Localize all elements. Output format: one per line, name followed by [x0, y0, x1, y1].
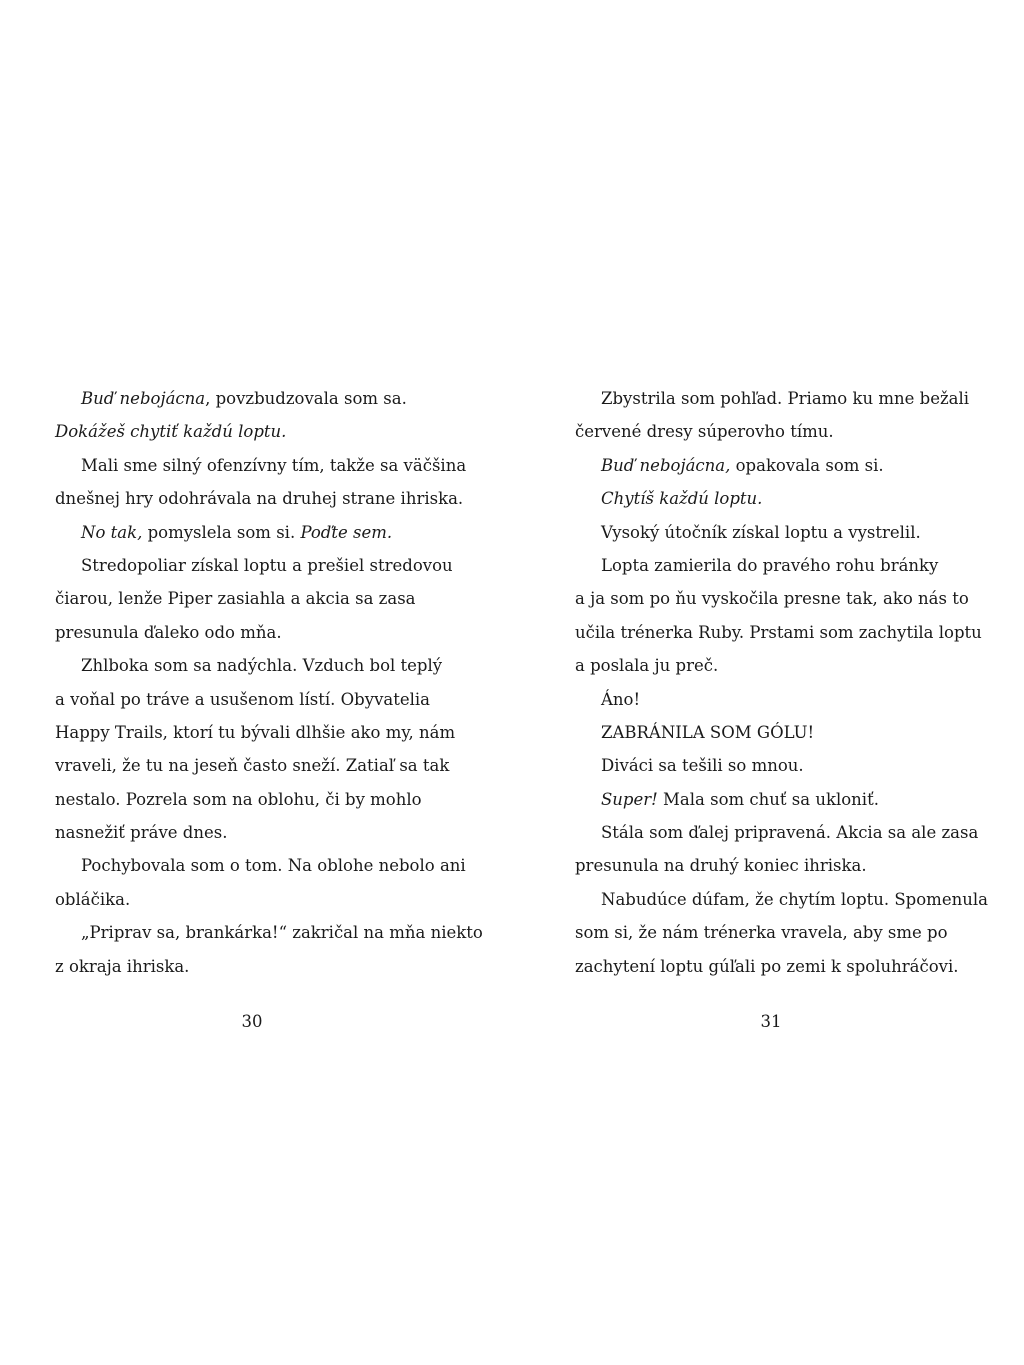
text-segment: Happy Trails, ktorí tu bývali dlhšie ako my, nám [55, 722, 456, 742]
text-line [575, 415, 975, 448]
text-line [575, 816, 979, 849]
italic-text: Buď nebojácna [81, 389, 206, 408]
text-segment: učila trénerka Ruby. Prstami som zachytila loptu [575, 622, 982, 642]
text-line [575, 683, 975, 716]
text-line [575, 582, 975, 615]
text-segment: Stredopoliar získal loptu a prešiel stredovou [81, 555, 453, 575]
text-line [55, 749, 455, 782]
text-segment: nestalo. Pozrela som na oblohu, či by mohlo [55, 789, 422, 809]
text-segment: dnešnej hry odohrávala na druhej strane ihriska. [55, 489, 464, 509]
text-line [575, 916, 975, 949]
text-segment: presunula ďaleko odo mňa. [55, 622, 282, 642]
text-line [55, 415, 455, 448]
text-segment: Mali sme silný ofenzívny tím, takže sa väčšina [81, 455, 467, 475]
text-line [55, 783, 455, 816]
text-line [575, 616, 982, 649]
text-segment: Lopta zamierila do pravého rohu bránky [601, 555, 939, 575]
text-line [55, 482, 464, 515]
text-line [575, 883, 988, 916]
text-segment: ZABRÁNILA SOM GÓLU! [601, 722, 815, 742]
text-line [55, 916, 483, 949]
text-segment: a voňal po tráve a usušenom lístí. Obyvatelia [55, 689, 431, 709]
text-line [55, 516, 455, 549]
text-segment: zachytení loptu gúľali po zemi k spoluhráčovi. [575, 956, 959, 976]
text-line [575, 749, 975, 782]
text-line [55, 549, 455, 582]
italic-text: Chytíš každú loptu. [601, 489, 763, 509]
text-segment: Vysoký útočník získal loptu a vystrelil. [601, 522, 921, 542]
text-segment: nasnežiť práve dnes. [55, 823, 228, 843]
text-line [575, 482, 975, 515]
text-segment: „Priprav sa, brankárka!“ zakričal na mňa niekto [81, 923, 483, 943]
italic-text: Poďte sem. [300, 522, 393, 542]
text-line [55, 649, 455, 682]
text-segment: pomyslela som si. [142, 522, 301, 542]
text-line [55, 816, 455, 849]
text-segment: Mala som chuť sa ukloniť. [657, 789, 879, 809]
text-segment: červené dresy súperovho tímu. [575, 422, 834, 442]
text-line [55, 950, 455, 983]
text-line [575, 849, 975, 882]
text-segment: a poslala ju preč. [575, 656, 719, 676]
text-line [55, 616, 455, 649]
left-page-text [55, 382, 483, 983]
text-segment: obláčika. [55, 889, 131, 909]
italic-text: Buď nebojácna, [601, 455, 731, 475]
text-segment: Diváci sa tešili so mnou. [601, 756, 804, 776]
text-line [55, 683, 455, 716]
italic-text: Dokážeš chytiť každú loptu. [55, 422, 287, 442]
text-line [55, 449, 467, 482]
text-segment: čiarou, lenže Piper zasiahla a akcia sa zasa [55, 589, 416, 609]
right-page-text [575, 382, 988, 983]
text-segment: Nabudúce dúfam, že chytím loptu. Spomenula [601, 889, 988, 909]
right-page-number: 31 [760, 1012, 782, 1031]
italic-text: Super! [601, 789, 658, 809]
text-line [575, 783, 975, 816]
text-line [55, 849, 466, 882]
text-line [55, 716, 455, 749]
text-line [575, 382, 975, 415]
text-segment: presunula na druhý koniec ihriska. [575, 856, 867, 876]
text-segment: Stála som ďalej pripravená. Akcia sa ale zasa [601, 823, 979, 843]
text-line [575, 649, 975, 682]
text-segment: Zbystrila som pohľad. Priamo ku mne bežali [601, 389, 970, 408]
text-segment: , povzbudzovala som sa. [205, 389, 407, 408]
text-line [575, 549, 975, 582]
text-line [55, 382, 455, 415]
text-segment: vraveli, že tu na jeseň často sneží. Zatiaľ sa tak [55, 756, 450, 776]
text-line [575, 516, 975, 549]
text-segment: a ja som po ňu vyskočila presne tak, ako nás to [575, 589, 969, 609]
text-segment: z okraja ihriska. [55, 956, 190, 976]
text-segment: Pochybovala som o tom. Na oblohe nebolo ani [81, 856, 466, 876]
text-line [575, 716, 975, 749]
text-segment: som si, že nám trénerka vravela, aby sme po [575, 923, 948, 943]
text-line [575, 449, 975, 482]
text-segment: opakovala som si. [730, 455, 884, 475]
italic-text: No tak, [81, 522, 143, 542]
left-page-number: 30 [241, 1012, 263, 1031]
text-segment: Zhlboka som sa nadýchla. Vzduch bol teplý [81, 656, 443, 676]
text-line [55, 883, 455, 916]
text-line [575, 950, 975, 983]
text-segment: Áno! [601, 689, 641, 709]
text-line [55, 582, 455, 615]
